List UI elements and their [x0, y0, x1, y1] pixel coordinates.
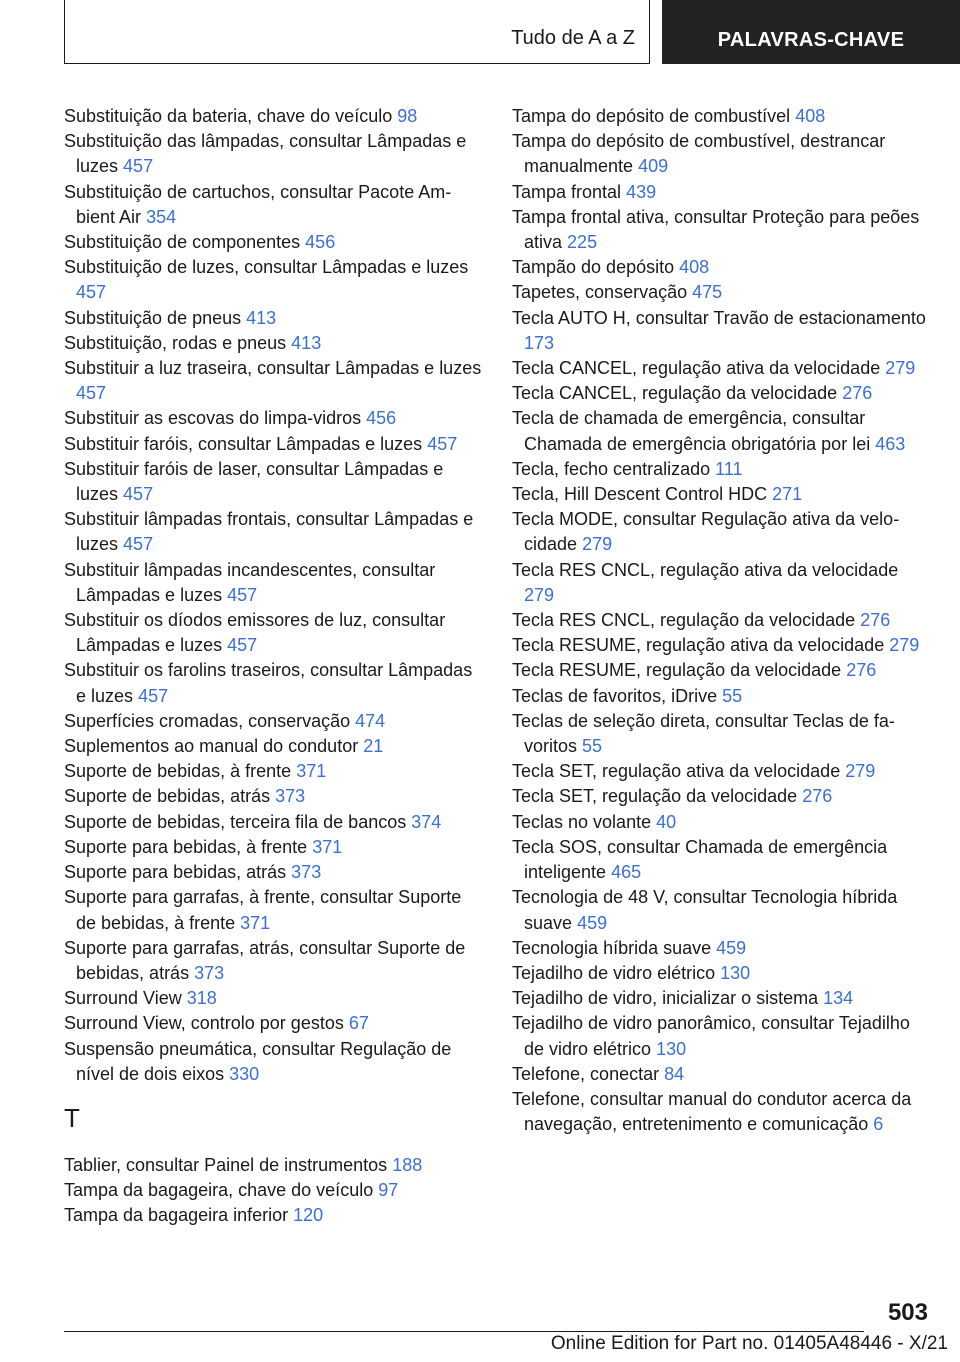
index-entry	[64, 885, 482, 935]
index-page-link[interactable]: 318	[186, 988, 217, 1009]
index-entry	[64, 180, 482, 230]
index-entry	[512, 104, 932, 129]
index-entry	[64, 734, 482, 759]
index-page-link[interactable]: 279	[582, 534, 613, 555]
index-entry-text: Tampa da bagageira inferior	[64, 1205, 289, 1226]
index-entry	[64, 608, 482, 658]
index-entry-text: Tecla SET, regulação ativa da velocidade	[512, 761, 841, 782]
index-entry	[64, 759, 482, 784]
index-entry-text: Substituição de cartuchos, consultar Pacote Ambient Air	[64, 181, 452, 227]
index-page-link[interactable]: 67	[348, 1013, 369, 1034]
index-entry-text: Substituir os farolins traseiros, consultar Lâmpadas e luzes	[64, 660, 473, 706]
index-entry-text: Substituição de pneus	[64, 307, 242, 328]
index-entry-text: Suspensão pneumática, consultar Regulação de nível de dois eixos	[64, 1038, 452, 1084]
index-entry	[512, 1087, 932, 1137]
index-entry-text: Substituição de luzes, consultar Lâmpadas e luzes	[64, 257, 469, 278]
index-page-link[interactable]: 55	[582, 736, 603, 757]
index-entry	[64, 432, 482, 457]
index-page-link[interactable]: 456	[366, 408, 397, 429]
index-page-link[interactable]: 354	[146, 206, 177, 227]
footer-edition-text: Online Edition for Part no. 01405A48446 - X/21	[550, 1333, 948, 1354]
index-entry-text: Telefone, conectar	[512, 1063, 660, 1084]
index-page-link[interactable]: 456	[305, 232, 336, 253]
index-column-left	[64, 104, 482, 1229]
index-entry-text: Tecla SET, regulação da velocidade	[512, 786, 798, 807]
index-page-link[interactable]: 457	[227, 635, 258, 656]
section-tab-label: Tudo de A a Z	[511, 27, 635, 49]
index-entry-text: Tampa do depósito de combustível	[512, 106, 791, 126]
index-page-link[interactable]: 225	[567, 232, 598, 253]
index-page-link[interactable]: 276	[860, 610, 891, 631]
index-entry-text: Surround View	[64, 988, 182, 1009]
index-page-link[interactable]: 84	[664, 1063, 685, 1084]
index-entry	[512, 457, 932, 482]
index-entry	[64, 558, 482, 608]
index-page-link[interactable]: 457	[76, 282, 107, 303]
index-entry	[512, 205, 932, 255]
index-entry-text: Tecla de chamada de emergência, consultar Chamada de emergência obrigatória por lei	[512, 408, 871, 454]
index-entry	[64, 507, 482, 557]
index-entry-text: Tejadilho de vidro panorâmico, consultar Tejadilho de vidro elétrico	[512, 1013, 910, 1059]
index-entry-text: Tecla SOS, consultar Chamada de emergência inteligente	[512, 836, 888, 883]
index-entry	[64, 1203, 482, 1228]
footer-divider	[64, 1331, 864, 1332]
index-entry	[64, 1037, 482, 1087]
index-entry	[512, 356, 932, 381]
index-page-link[interactable]: 120	[293, 1205, 324, 1226]
index-page-link[interactable]: 457	[427, 433, 458, 454]
index-page-link[interactable]: 465	[611, 862, 642, 883]
index-page-link[interactable]: 111	[715, 458, 743, 479]
index-entry-text: Substituir lâmpadas frontais, consultar Lâmpadas e luzes	[64, 509, 474, 555]
index-page-link[interactable]: 279	[845, 761, 876, 782]
index-entry-text: Substituição da bateria, chave do veículo	[64, 106, 393, 126]
index-entry	[512, 381, 932, 406]
index-page-link[interactable]: 279	[524, 584, 555, 605]
index-entry-text: Tampa da bagageira, chave do veículo	[64, 1180, 374, 1201]
index-entry	[512, 180, 932, 205]
index-entry-text: Tecla CANCEL, regulação da velocidade	[512, 383, 838, 404]
index-page-link[interactable]: 130	[720, 962, 751, 983]
index-page-link[interactable]: 40	[656, 811, 677, 832]
index-entry	[512, 684, 932, 709]
index-entry	[512, 633, 932, 658]
index-page-link[interactable]: 6	[873, 1114, 884, 1135]
index-entry-text: Tecla CANCEL, regulação ativa da velocidade	[512, 358, 881, 379]
index-page-link[interactable]: 21	[363, 736, 384, 757]
index-entry	[512, 406, 932, 456]
index-page-link[interactable]: 413	[291, 332, 322, 353]
index-page-link[interactable]: 98	[397, 106, 418, 126]
index-entry	[64, 457, 482, 507]
index-entry-text: Substituir faróis, consultar Lâmpadas e luzes	[64, 433, 423, 454]
index-entry	[512, 608, 932, 633]
index-page-link[interactable]: 188	[392, 1154, 423, 1175]
index-entry-text: Substituição de componentes	[64, 232, 301, 253]
index-entry-text: Teclas no volante	[512, 811, 652, 832]
index-entry-text: Tecla RESUME, regulação ativa da velocidade	[512, 635, 885, 656]
index-entry	[512, 280, 932, 305]
index-entry	[64, 230, 482, 255]
index-column-right	[512, 104, 932, 1137]
index-page-link[interactable]: 457	[123, 156, 154, 177]
index-page-link[interactable]: 408	[795, 106, 826, 126]
index-entry-text: Suporte de bebidas, à frente	[64, 761, 292, 782]
index-page-link[interactable]: 373	[275, 786, 306, 807]
index-entry	[64, 406, 482, 431]
index-page-link[interactable]: 463	[875, 433, 906, 454]
index-page-link[interactable]: 55	[722, 685, 743, 706]
index-entry-text: Substituição das lâmpadas, consultar Lâmpadas e luzes	[64, 131, 467, 177]
index-page-link[interactable]: 97	[378, 1180, 399, 1201]
index-entry	[512, 784, 932, 809]
index-page-link[interactable]: 271	[772, 484, 803, 505]
index-entry-text: Tecla AUTO H, consultar Travão de estacionamento	[512, 307, 926, 328]
index-entry	[64, 784, 482, 809]
index-entry-text: Tapetes, conservação	[512, 282, 688, 303]
index-page-link[interactable]: 371	[240, 912, 271, 933]
index-page-link[interactable]: 130	[656, 1038, 687, 1059]
index-section-letter: T	[64, 1102, 80, 1133]
index-entry-text: Tampa frontal	[512, 181, 622, 202]
index-entry-text: Tecla RES CNCL, regulação da velocidade	[512, 610, 856, 631]
index-page-link[interactable]: 371	[296, 761, 327, 782]
index-entry	[64, 129, 482, 179]
index-entry-text: Suporte para garrafas, atrás, consultar Suporte de bebidas, atrás	[64, 937, 466, 983]
index-entry-text: Teclas de seleção direta, consultar Teclas de favoritos	[512, 710, 895, 757]
index-entry	[64, 860, 482, 885]
index-page-link[interactable]: 279	[889, 635, 920, 656]
index-page-link[interactable]: 408	[679, 257, 710, 278]
index-list-s	[64, 104, 482, 1087]
index-entry	[512, 835, 932, 885]
index-entry	[64, 331, 482, 356]
page-header	[0, 0, 960, 66]
index-entry-text: Substituir a luz traseira, consultar Lâmpadas e luzes	[64, 358, 482, 379]
index-entry	[512, 507, 932, 557]
index-entry	[64, 356, 482, 406]
index-entry-text: Telefone, consultar manual do condutor acerca da navegação, entretenimento e comunicação	[512, 1088, 912, 1135]
index-entry-text: Substituir faróis de laser, consultar Lâmpadas e luzes	[64, 458, 444, 505]
index-entry-text: Suporte para bebidas, atrás	[64, 862, 287, 883]
index-list-right	[512, 104, 932, 1137]
index-entry	[64, 835, 482, 860]
index-entry-text: Suplementos ao manual do condutor	[64, 736, 359, 757]
index-entry-text: Tejadilho de vidro elétrico	[512, 962, 716, 983]
index-page-link[interactable]: 475	[692, 282, 723, 303]
index-entry	[512, 936, 932, 961]
index-page-link[interactable]: 474	[355, 710, 386, 731]
index-page-link[interactable]: 134	[823, 988, 854, 1009]
page-number: 503	[887, 1299, 928, 1326]
index-page-link[interactable]: 457	[123, 484, 154, 505]
index-entry-text: Teclas de favoritos, iDrive	[512, 685, 718, 706]
index-page-link[interactable]: 279	[885, 358, 916, 379]
index-entry	[64, 709, 482, 734]
index-entry	[512, 1011, 932, 1061]
index-page-link[interactable]: 371	[312, 836, 343, 857]
index-entry-text: Suporte de bebidas, terceira fila de bancos	[64, 811, 407, 832]
index-entry-text: Tecla RESUME, regulação da velocidade	[512, 660, 842, 681]
index-entry	[512, 961, 932, 986]
chapter-tab-label: PALAVRAS-CHAVE	[717, 29, 905, 51]
index-page-link[interactable]: 457	[123, 534, 154, 555]
index-entry-text: Substituir lâmpadas incandescentes, consultar Lâmpadas e luzes	[64, 559, 436, 605]
index-page-link[interactable]: 373	[291, 862, 322, 883]
index-page-link[interactable]: 330	[229, 1063, 260, 1084]
index-entry	[512, 658, 932, 683]
index-entry-text: Tecla, Hill Descent Control HDC	[512, 484, 768, 505]
index-entry-text: Substituir as escovas do limpa-vidros	[64, 408, 362, 429]
index-entry-text: Tampa do depósito de combustível, destrancar manualmente	[512, 131, 886, 177]
index-entry	[512, 986, 932, 1011]
index-entry	[64, 936, 482, 986]
index-entry	[512, 558, 932, 608]
index-page-link[interactable]: 459	[577, 912, 608, 933]
index-page-link[interactable]: 276	[846, 660, 877, 681]
index-entry	[512, 255, 932, 280]
index-page-link[interactable]: 173	[524, 332, 555, 353]
chapter-tab	[662, 0, 960, 64]
index-entry	[64, 658, 482, 708]
index-entry	[64, 306, 482, 331]
index-page-link[interactable]: 409	[638, 156, 669, 177]
index-entry-text: Superfícies cromadas, conservação	[64, 710, 351, 731]
index-entry-text: Substituir os díodos emissores de luz, consultar Lâmpadas e luzes	[64, 610, 446, 656]
index-page-link[interactable]: 439	[626, 181, 657, 202]
index-entry-text: Tecla, fecho centralizado	[512, 458, 711, 479]
index-entry	[512, 482, 932, 507]
index-entry-text: Tampão do depósito	[512, 257, 675, 278]
index-entry	[64, 1011, 482, 1036]
index-entry-text: Tampa frontal ativa, consultar Proteção para peões ativa	[512, 206, 920, 253]
index-entry	[64, 986, 482, 1011]
index-entry-text: Suporte para bebidas, à frente	[64, 836, 308, 857]
section-tab	[64, 0, 650, 64]
index-page-link[interactable]: 459	[716, 937, 747, 958]
index-entry	[64, 810, 482, 835]
index-entry	[64, 255, 482, 305]
index-entry	[64, 1153, 482, 1178]
index-entry	[64, 1178, 482, 1203]
index-page-link[interactable]: 457	[138, 685, 169, 706]
index-entry	[64, 104, 482, 129]
index-entry	[512, 306, 932, 356]
index-list-t	[64, 1153, 482, 1229]
index-page-link[interactable]: 457	[76, 383, 107, 404]
index-page-link[interactable]: 276	[842, 383, 873, 404]
index-entry	[512, 810, 932, 835]
index-entry-text: Tecnologia de 48 V, consultar Tecnologia híbrida suave	[512, 887, 898, 933]
index-entry-text: Suporte para garrafas, à frente, consultar Suporte de bebidas, à frente	[64, 887, 462, 933]
index-entry-text: Tablier, consultar Painel de instrumentos	[64, 1154, 388, 1175]
index-entry	[512, 1062, 932, 1087]
index-entry-text: Surround View, controlo por gestos	[64, 1013, 344, 1034]
index-page-link[interactable]: 276	[802, 786, 833, 807]
index-page-link[interactable]: 373	[194, 962, 225, 983]
index-entry-text: Tecla MODE, consultar Regulação ativa da velocidade	[512, 509, 900, 555]
index-entry-text: Tecnologia híbrida suave	[512, 937, 712, 958]
index-page-link[interactable]: 413	[246, 307, 277, 328]
index-entry-text: Substituição, rodas e pneus	[64, 332, 287, 353]
index-page-link[interactable]: 374	[411, 811, 442, 832]
index-entry	[512, 885, 932, 935]
index-page-link[interactable]: 457	[227, 584, 258, 605]
index-entry-text: Tejadilho de vidro, inicializar o sistema	[512, 988, 819, 1009]
index-entry-text: Suporte de bebidas, atrás	[64, 786, 271, 807]
index-entry	[512, 759, 932, 784]
index-entry-text: Tecla RES CNCL, regulação ativa da velocidade	[512, 559, 899, 580]
index-entry	[512, 129, 932, 179]
index-entry	[512, 709, 932, 759]
